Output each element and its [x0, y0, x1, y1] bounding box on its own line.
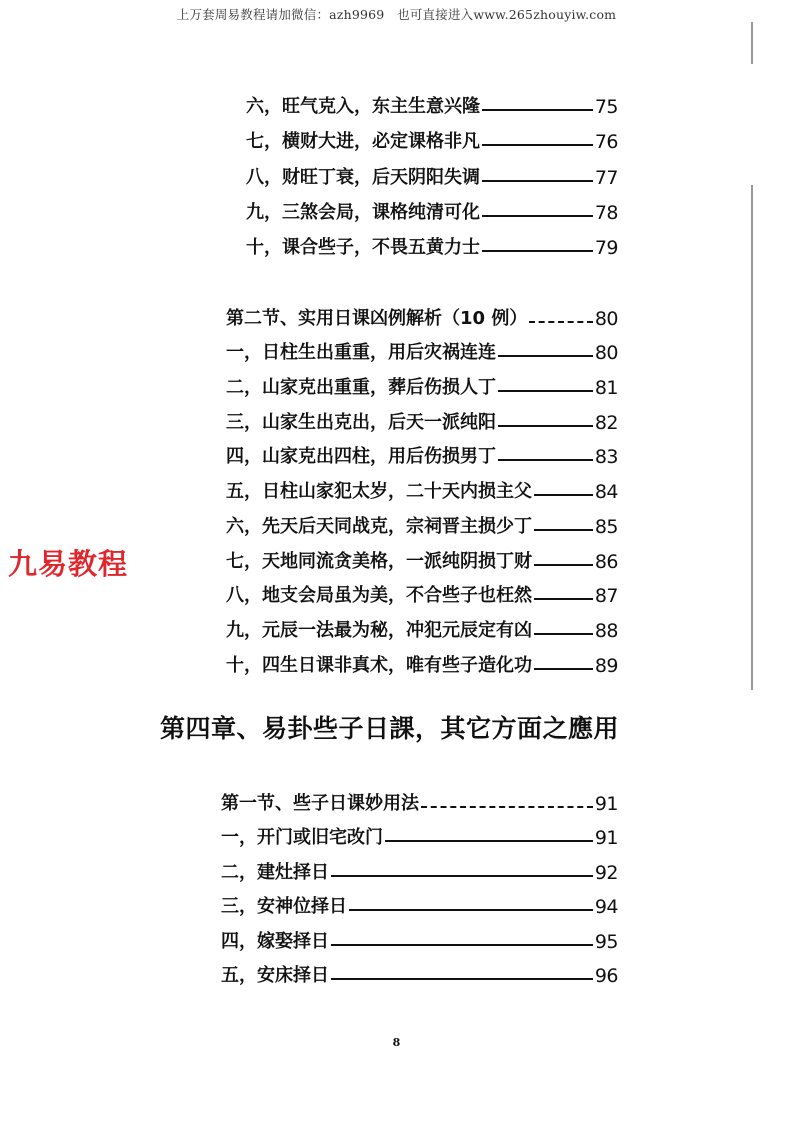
toc-entry: [221, 927, 618, 953]
toc-leader: [482, 215, 593, 217]
toc-entry-label: 九，元辰一法最为秘，冲犯元辰定有凶: [226, 620, 532, 641]
section-heading: [221, 789, 618, 815]
section-heading: [226, 304, 618, 330]
toc-entry: [246, 233, 618, 259]
page-edge-line-main: [751, 185, 753, 690]
toc-entry-page: 78: [594, 202, 618, 224]
toc-entry: [221, 892, 618, 918]
toc-entry-page: 75: [594, 96, 618, 118]
toc-leader: [482, 180, 593, 182]
toc-leader: [529, 321, 592, 323]
toc-entry-page: 86: [594, 551, 618, 573]
toc-leader: [498, 459, 593, 461]
toc-entry: [226, 547, 618, 573]
toc-leader: [385, 840, 593, 842]
toc-entry-label: 六，旺气克入，东主生意兴隆: [246, 96, 480, 117]
toc-entry-page: 82: [594, 412, 618, 434]
toc-entry-label: 二，建灶择日: [221, 862, 329, 883]
section-heading-page: 91: [594, 793, 618, 815]
toc-leader: [534, 598, 593, 600]
toc-entry: [226, 616, 618, 642]
toc-entry-page: 79: [594, 237, 618, 259]
toc-entry: [226, 442, 618, 468]
toc-entry-label: 三，山家生出克出，后天一派纯阳: [226, 412, 496, 433]
toc-entry-label: 四，嫁娶择日: [221, 931, 329, 952]
toc-entry-label: 七，天地同流贪美格，一派纯阴损丁财: [226, 551, 532, 572]
toc-entry: [221, 961, 618, 987]
toc-leader: [421, 806, 593, 808]
watermark-logo: 九易教程: [8, 547, 129, 581]
toc-entry-label: 四，山家克出四柱，用后伤损男丁: [226, 446, 496, 467]
toc-entry-label: 一，开门或旧宅改门: [221, 827, 383, 848]
toc-entry-label: 二，山家克出重重，葬后伤损人丁: [226, 377, 496, 398]
toc-entry-label: 八，地支会局虽为美，不合些子也枉然: [226, 585, 532, 606]
section-heading-label: 第一节、些子日课妙用法: [221, 793, 419, 814]
toc-entry: [226, 581, 618, 607]
page-edge-line-top: [751, 22, 753, 64]
toc-entry-label: 三，安神位择日: [221, 896, 347, 917]
toc-leader: [534, 633, 593, 635]
toc-leader: [498, 355, 593, 357]
toc-entry-page: 80: [594, 342, 618, 364]
section-heading-page: 80: [594, 308, 618, 330]
toc-leader: [482, 109, 593, 111]
toc-entry-label: 九，三煞会局，课格纯清可化: [246, 202, 480, 223]
toc-entry: [246, 92, 618, 118]
toc-entry-label: 七，横财大进，必定课格非凡: [246, 131, 480, 152]
toc-entry: [226, 477, 618, 503]
toc-entry: [226, 408, 618, 434]
toc-leader: [498, 390, 593, 392]
toc-entry: [246, 163, 618, 189]
toc-leader: [482, 250, 593, 252]
toc-entry-page: 89: [594, 655, 618, 677]
toc-entry-page: 87: [594, 585, 618, 607]
toc-entry-page: 96: [594, 965, 618, 987]
toc-entry-page: 91: [594, 827, 618, 849]
toc-entry-page: 88: [594, 620, 618, 642]
toc-entry: [226, 338, 618, 364]
toc-entry-label: 十，课合些子，不畏五黄力士: [246, 237, 480, 258]
toc-leader: [534, 564, 593, 566]
toc-entry-page: 84: [594, 481, 618, 503]
toc-entry: [246, 198, 618, 224]
section-heading-label: 第二节、实用日课凶例解析（10 例）: [226, 308, 528, 329]
toc-leader: [349, 909, 593, 911]
toc-entry-page: 85: [594, 516, 618, 538]
toc-entry-page: 77: [594, 167, 618, 189]
toc-entry-label: 五，安床择日: [221, 965, 329, 986]
toc-entry: [226, 651, 618, 677]
toc-entry-page: 94: [594, 896, 618, 918]
toc-entry: [221, 823, 618, 849]
toc-leader: [331, 875, 593, 877]
toc-entry: [226, 373, 618, 399]
toc-entry-page: 81: [594, 377, 618, 399]
toc-leader: [331, 944, 593, 946]
toc-leader: [534, 668, 593, 670]
chapter-heading: 第四章、易卦些子日課，其它方面之應用: [160, 714, 620, 743]
toc-entry: [221, 858, 618, 884]
toc-entry-page: 95: [594, 931, 618, 953]
toc-leader: [331, 978, 593, 980]
toc-entry-label: 十，四生日课非真术，唯有些子造化功: [226, 655, 532, 676]
toc-leader: [482, 144, 593, 146]
page-number: 8: [392, 1036, 401, 1049]
toc-entry-label: 八，财旺丁衰，后天阴阳失调: [246, 167, 480, 188]
toc-leader: [534, 529, 593, 531]
page-header-banner: 上万套周易教程请加微信：azh9969 也可直接进入www.265zhouyiw.com: [176, 7, 617, 22]
toc-entry-label: 六，先天后天同战克，宗祠晋主损少丁: [226, 516, 532, 537]
toc-entry-page: 76: [594, 131, 618, 153]
toc-leader: [534, 494, 593, 496]
toc-entry-label: 一，日柱生出重重，用后灾祸连连: [226, 342, 496, 363]
toc-entry-label: 五，日柱山家犯太岁，二十天内损主父: [226, 481, 532, 502]
toc-entry-page: 92: [594, 862, 618, 884]
toc-entry: [246, 127, 618, 153]
toc-entry: [226, 512, 618, 538]
toc-entry-page: 83: [594, 446, 618, 468]
toc-leader: [498, 425, 593, 427]
